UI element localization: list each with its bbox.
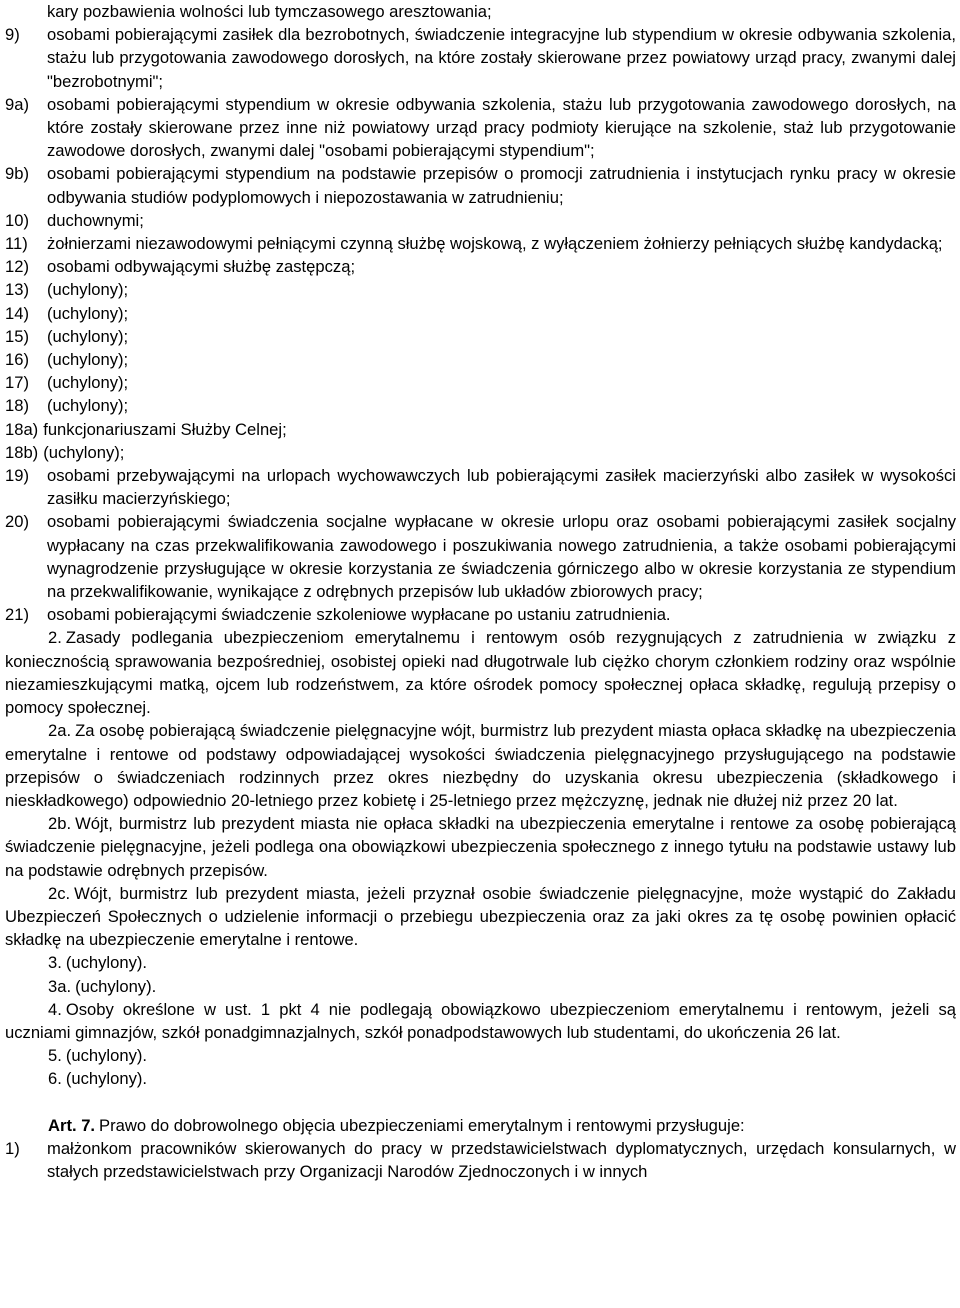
list-item-text: osobami pobierającymi zasiłek dla bezrobotnych, świadczenie integracyjne lub stypendium w okresie odbywania szkolenia, stażu lub przygotowania zawodowego dorosłych, na które zostały skierowane przez powiatowy urząd pracy, zwanymi dalej "bezrobotnymi"; bbox=[47, 25, 956, 91]
section-number: 5. bbox=[48, 1046, 62, 1066]
section-number: 3. bbox=[48, 953, 62, 973]
section-text: Wójt, burmistrz lub prezydent miasta, jeżeli przyznał osobie świadczenie pielęgnacyjne, może wystąpić do Zakładu Ubezpieczeń Społecznych o udzielenie informacji o przebiegu ubezpieczenia oraz za jaki okres za tę osobę powinien opłacić składkę na ubezpieczenie emerytalne i rentowe. bbox=[5, 883, 956, 950]
list-item-number: 21) bbox=[5, 605, 29, 625]
article-intro: Prawo do dobrowolnego objęcia ubezpieczeniami emerytalnym i rentowymi przysługuje: bbox=[99, 1115, 745, 1135]
list-item-text: (uchylony); bbox=[47, 373, 129, 393]
list-item-number: 10) bbox=[5, 210, 29, 230]
list-item-18a bbox=[5, 418, 956, 441]
list-item-11 bbox=[5, 232, 956, 255]
list-item-12 bbox=[5, 255, 956, 278]
list-item-continuation bbox=[5, 0, 956, 23]
list-item-9a bbox=[5, 93, 956, 163]
list-item-19 bbox=[5, 464, 956, 510]
list-item-13 bbox=[5, 278, 956, 301]
list-item-text: duchownymi; bbox=[47, 210, 144, 230]
section-text: Zasady podlegania ubezpieczeniom emerytalnemu i rentowym osób rezygnujących z zatrudnienia w związku z koniecznością sprawowania bezpośredniej, osobistej opieki nad długotrwale lub ciężko chorym członkiem rodziny oraz wspólnie niezamieszkującymi matką, ojcem lub rodzeństwem, za które ośrodek pomocy społecznej opłaca składkę, regulują przepisy o pomocy społecznej. bbox=[5, 628, 956, 718]
list-item-text: (uchylony); bbox=[43, 442, 125, 462]
list-item-number: 18b) bbox=[5, 442, 39, 462]
section-text: (uchylony). bbox=[65, 953, 147, 973]
section-text: Osoby określone w ust. 1 pkt 4 nie podlegają obowiązkowo ubezpieczeniom emerytalnemu i rentowym, jeżeli są uczniami gimnazjów, szkół ponadgimnazjalnych, szkół ponadpodstawowych lub studentami, do ukończenia 26 lat. bbox=[5, 999, 956, 1042]
section-text: Za osobę pobierającą świadczenie pielęgnacyjne wójt, burmistrz lub prezydent miasta opłaca składkę na ubezpieczenia emerytalne i rentowe od podstawy odpowiadającej wysokości świadczenia pielęgnacyjnego przysługującego na podstawie przepisów o świadczeniach rodzinnych przez okres niezbędny do uzyskania okresu ubezpieczenia (składkowego i nieskładkowego) odpowiednio 20-letniego przez kobietę i 25-letniego przez mężczyznę, jednak nie dłużej niż przez 20 lat. bbox=[5, 721, 956, 810]
list-item-18 bbox=[5, 394, 956, 417]
list-item-text: osobami odbywającymi służbę zastępczą; bbox=[47, 257, 356, 277]
list-item-17 bbox=[5, 371, 956, 394]
list-item-number: 18a) bbox=[5, 419, 39, 439]
list-item-text: małżonkom pracowników skierowanych do pracy w przedstawicielstwach dyplomatycznych, urzędach konsularnych, w stałych przedstawicielstwach przy Organizacji Narodów Zjednoczonych i w innych bbox=[47, 1138, 956, 1181]
list-item-text: osobami pobierającymi stypendium na podstawie przepisów o promocji zatrudnienia i instytucjach rynku pracy w okresie odbywania studiów podyplomowych i niepozostawania w zatrudnieniu; bbox=[47, 164, 956, 207]
list-item-number: 9b) bbox=[5, 164, 29, 184]
list-item-number: 12) bbox=[5, 257, 29, 277]
section-number: 2a. bbox=[48, 721, 72, 741]
list-item-number: 15) bbox=[5, 326, 29, 346]
list-item-text: osobami pobierającymi świadczenia socjalne wypłacane w okresie urlopu oraz osobami pobierającymi zasiłek socjalny wypłacany na czas przekwalifikowania zawodowego i poszukiwania nowego zatrudnienia, a także osobami pobierającymi wynagrodzenie przysługujące w okresie korzystania ze świadczenia górniczego albo w okresie korzystania ze stypendium na przekwalifikowanie, wynikające z odrębnych przepisów lub układów zbiorowych pracy; bbox=[47, 512, 956, 602]
section-number: 2c. bbox=[48, 883, 71, 903]
list-item-number: 9) bbox=[5, 25, 20, 45]
list-item-9b bbox=[5, 162, 956, 208]
list-item-20 bbox=[5, 510, 956, 603]
section-2 bbox=[5, 626, 956, 719]
list-item-text: kary pozbawienia wolności lub tymczasowego aresztowania; bbox=[47, 2, 492, 21]
section-number: 2. bbox=[48, 628, 62, 648]
article-7-heading bbox=[5, 1114, 956, 1137]
list-item-number: 14) bbox=[5, 303, 29, 323]
section-2a bbox=[5, 719, 956, 812]
section-text: (uchylony). bbox=[65, 1069, 147, 1089]
list-item-number: 16) bbox=[5, 350, 29, 370]
list-item-text: osobami pobierającymi stypendium w okresie odbywania szkolenia, stażu lub przygotowania zawodowego dorosłych, na które zostały skierowane przez inne niż powiatowy urząd pracy podmioty kierujące na szkolenie, staż lub przygotowanie zawodowe dorosłych, zwanymi dalej "osobami pobierającymi stypendium"; bbox=[47, 94, 956, 161]
list-item-text: (uchylony); bbox=[47, 326, 129, 346]
list-item-14 bbox=[5, 302, 956, 325]
section-4 bbox=[5, 998, 956, 1044]
article-7-item-1 bbox=[5, 1137, 956, 1183]
list-item-text: (uchylony); bbox=[47, 350, 129, 370]
section-3a bbox=[5, 975, 956, 998]
list-item-10 bbox=[5, 209, 956, 232]
section-6 bbox=[5, 1067, 956, 1090]
list-item-text: funkcjonariuszami Służby Celnej; bbox=[43, 419, 287, 439]
list-item-number: 9a) bbox=[5, 94, 29, 114]
document-page bbox=[5, 0, 956, 1183]
article-label: Art. 7. bbox=[48, 1115, 96, 1135]
list-item-number: 20) bbox=[5, 512, 29, 532]
list-item-number: 1) bbox=[5, 1138, 20, 1158]
list-item-21 bbox=[5, 603, 956, 626]
list-item-text: żołnierzami niezawodowymi pełniącymi czynną służbę wojskową, z wyłączeniem żołnierzy pełniących służbę kandydacką; bbox=[47, 234, 943, 254]
section-2b bbox=[5, 812, 956, 882]
list-item-number: 18) bbox=[5, 396, 29, 416]
list-item-18b bbox=[5, 441, 956, 464]
section-number: 4. bbox=[48, 999, 62, 1019]
section-text: (uchylony). bbox=[75, 976, 157, 996]
list-item-text: (uchylony); bbox=[47, 303, 129, 323]
section-number: 2b. bbox=[48, 814, 72, 834]
list-item-text: osobami przebywającymi na urlopach wychowawczych lub pobierającymi zasiłek macierzyński albo zasiłek w wysokości zasiłku macierzyńskiego; bbox=[47, 466, 956, 509]
list-item-text: (uchylony); bbox=[47, 280, 129, 300]
list-item-number: 13) bbox=[5, 280, 29, 300]
list-item-number: 17) bbox=[5, 373, 29, 393]
section-2c bbox=[5, 882, 956, 952]
list-item-text: (uchylony); bbox=[47, 396, 129, 416]
section-3 bbox=[5, 951, 956, 974]
list-item-number: 11) bbox=[5, 234, 28, 254]
list-item-text: osobami pobierającymi świadczenie szkoleniowe wypłacane po ustaniu zatrudnienia. bbox=[47, 605, 671, 625]
list-item-15 bbox=[5, 325, 956, 348]
list-item-number: 19) bbox=[5, 466, 29, 486]
section-text: (uchylony). bbox=[65, 1046, 147, 1066]
list-item-16 bbox=[5, 348, 956, 371]
list-item-9 bbox=[5, 23, 956, 93]
section-number: 6. bbox=[48, 1069, 62, 1089]
section-5 bbox=[5, 1044, 956, 1067]
section-number: 3a. bbox=[48, 976, 72, 996]
section-text: Wójt, burmistrz lub prezydent miasta nie opłaca składki na ubezpieczenia emerytalne i rentowe za osobę pobierającą świadczenie pielęgnacyjne, jeżeli podlega ona obowiązkowi ubezpieczenia społecznego z innego tytułu na podstawie ustawy lub na podstawie odrębnych przepisów. bbox=[5, 814, 956, 880]
